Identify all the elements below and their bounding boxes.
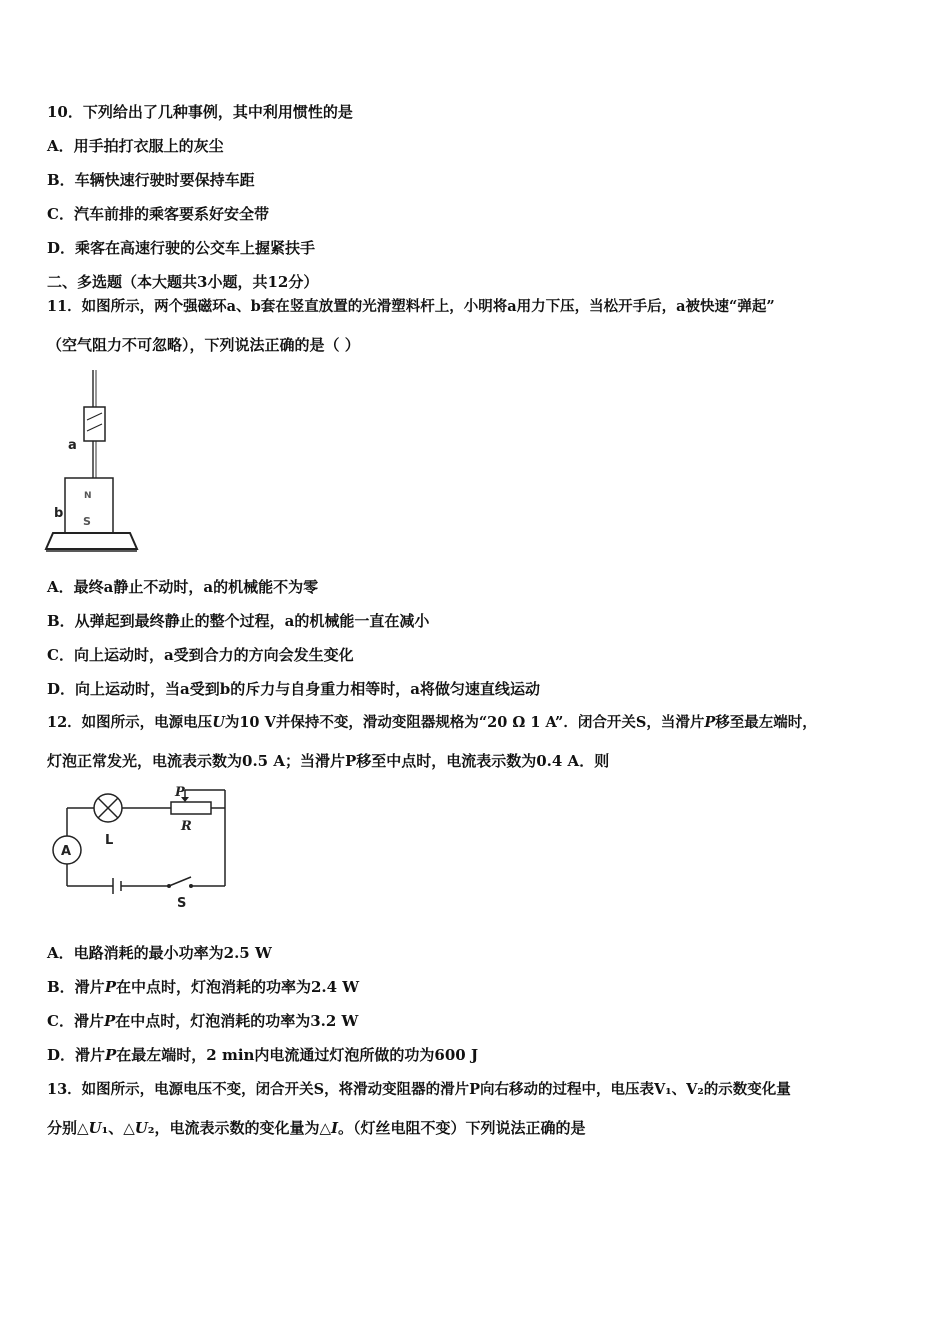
q13-stem-line1: 13．如图所示，电源电压不变，闭合开关S，将滑动变阻器的滑片P向右移动的过程中，电压表V₁、V₂的示数变化量	[47, 1081, 791, 1098]
q12-optc-symbol-p: P	[103, 1012, 116, 1030]
q11-option-b: B．从弹起到最终静止的整个过程，a的机械能一直在减小	[47, 612, 430, 630]
q11-stem-line1: 11．如图所示，两个强磁环a、b套在竖直放置的光滑塑料杆上，小明将a用力下压，当松开手后，a被快速“弹起”	[47, 298, 775, 315]
q13-symbol-u1: U	[88, 1119, 102, 1137]
q13-subscript-2: ₂	[147, 1119, 155, 1137]
q12-optb-post: 在中点时，灯泡消耗的功率为2.4 W	[115, 978, 360, 996]
q11-option-a: A．最终a静止不动时，a的机械能不为零	[47, 578, 319, 596]
switch-label: S	[177, 896, 187, 911]
slider-label: P	[175, 785, 185, 800]
q12-optc-post: 在中点时，灯泡消耗的功率为3.2 W	[115, 1012, 359, 1030]
label-b: b	[54, 506, 64, 521]
q12-optc-pre: C．滑片	[47, 1012, 104, 1030]
q10-option-a: A．用手拍打衣服上的灰尘	[47, 137, 224, 155]
q11-option-d: D．向上运动时，当a受到b的斥力与自身重力相等时，a将做匀速直线运动	[47, 680, 540, 698]
q13-line2-text-a: 分别△	[47, 1119, 89, 1137]
q12-stem-line2: 灯泡正常发光，电流表示数为0.5 A；当滑片P移至中点时，电流表示数为0.4 A．则	[47, 752, 610, 770]
q12-line1-text-b: 为10 V并保持不变，滑动变阻器规格为“20 Ω 1 A”．闭合开关S，当滑片	[224, 714, 705, 731]
q13-line2-text-d: 。（灯丝电阻不变）下列说法正确的是	[338, 1119, 586, 1137]
q12-option-b	[47, 977, 359, 997]
q12-symbol-p: P	[704, 714, 716, 731]
section2-heading: 二、多选题（本大题共3小题，共12分）	[47, 273, 319, 291]
q12-line1-text-c: 移至最左端时，	[715, 714, 817, 731]
pole-n: N	[84, 491, 92, 501]
q11-stem-line2: （空气阻力不可忽略），下列说法正确的是（ ）	[47, 336, 360, 354]
q13-line2-text-b: 、△	[108, 1119, 135, 1137]
q12-optb-symbol-p: P	[104, 978, 116, 996]
q13-line2-text-c: ，电流表示数的变化量为△	[154, 1119, 331, 1137]
q10-option-b: B．车辆快速行驶时要保持车距	[47, 171, 255, 189]
q12-circuit-diagram	[45, 780, 235, 915]
q13-stem-line2	[47, 1118, 586, 1138]
q10-option-d: D．乘客在高速行驶的公交车上握紧扶手	[47, 239, 316, 257]
q11-option-c: C．向上运动时，a受到合力的方向会发生变化	[47, 646, 354, 664]
q12-line1-text-a: 12．如图所示，电源电压	[47, 714, 213, 731]
q13-symbol-i: I	[330, 1119, 339, 1137]
q12-symbol-u: U	[212, 714, 225, 731]
q10-stem: 10．下列给出了几种事例，其中利用惯性的是	[47, 103, 353, 121]
lamp-label: L	[105, 833, 114, 848]
q12-option-d	[47, 1045, 478, 1065]
q12-option-c	[47, 1011, 358, 1031]
q12-option-a: A．电路消耗的最小功率为2.5 W	[47, 944, 272, 962]
q12-optd-post: 在最左端时，2 min内电流通过灯泡所做的功为600 J	[116, 1046, 479, 1064]
q13-symbol-u2: U	[134, 1119, 148, 1137]
q12-optd-pre: D．滑片	[47, 1046, 106, 1064]
pole-s: S	[83, 515, 91, 528]
q12-stem-line1	[47, 713, 817, 733]
label-a: a	[68, 438, 77, 453]
q12-optb-pre: B．滑片	[47, 978, 105, 996]
q13-subscript-1: ₁	[101, 1119, 109, 1137]
resistor-label: R	[181, 819, 192, 834]
q10-option-c: C．汽车前排的乘客要系好安全带	[47, 205, 269, 223]
q12-optd-symbol-p: P	[105, 1046, 117, 1064]
q11-magnet-figure	[40, 365, 140, 557]
ammeter-label: A	[61, 844, 72, 859]
